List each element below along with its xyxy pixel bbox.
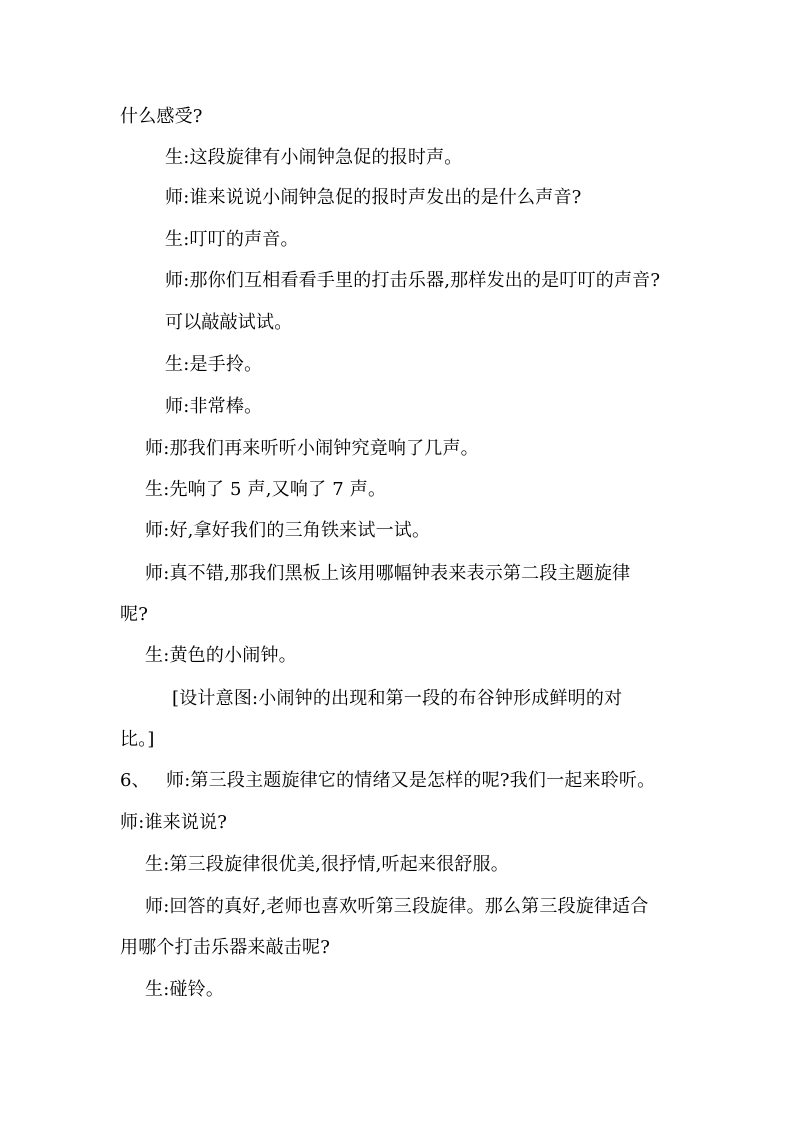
text-line: 比。] [120, 729, 155, 750]
text-line: 生:这段旋律有小闹钟急促的报时声。 [165, 147, 463, 168]
text-line: 师:回答的真好,老师也喜欢听第三段旋律。那么第三段旋律适合 [145, 896, 649, 917]
text-line: 生:是手拎。 [165, 354, 263, 375]
text-line: 生:碰铃。 [145, 979, 225, 1000]
text-line: 生:先响了 5 声,又响了 7 声。 [145, 479, 387, 500]
text-line: 师:真不错,那我们黑板上该用哪幅钟表来表示第二段主题旋律 [145, 563, 631, 584]
text-line: 生:叮叮的声音。 [165, 229, 299, 250]
text-line: 师:好,拿好我们的三角铁来试一试。 [145, 520, 431, 541]
text-line: 师:非常棒。 [165, 396, 263, 417]
numbered-item [120, 770, 655, 792]
text-line: 师:那我们再来听听小闹钟究竟响了几声。 [145, 438, 479, 459]
text-line: 师:那你们互相看看手里的打击乐器,那样发出的是叮叮的声音? [165, 270, 661, 291]
text-line: 师:谁来说说? [120, 812, 228, 833]
text-line: 生:第三段旋律很优美,很抒情,听起来很舒服。 [145, 854, 509, 875]
item-number: 6、 [120, 770, 150, 791]
text-line: 生:黄色的小闹钟。 [145, 645, 297, 666]
text-line: 呢? [120, 604, 149, 625]
text-line: [设计意图:小闹钟的出现和第一段的布谷钟形成鲜明的对 [172, 688, 623, 709]
text-line: 师:第三段主题旋律它的情绪又是怎样的呢?我们一起来聆听。 [166, 770, 656, 791]
text-line: 师:谁来说说小闹钟急促的报时声发出的是什么声音? [165, 187, 582, 208]
text-line: 什么感受? [120, 106, 203, 127]
text-line: 可以敲敲试试。 [165, 312, 293, 333]
text-line: 用哪个打击乐器来敲击呢? [120, 937, 331, 958]
